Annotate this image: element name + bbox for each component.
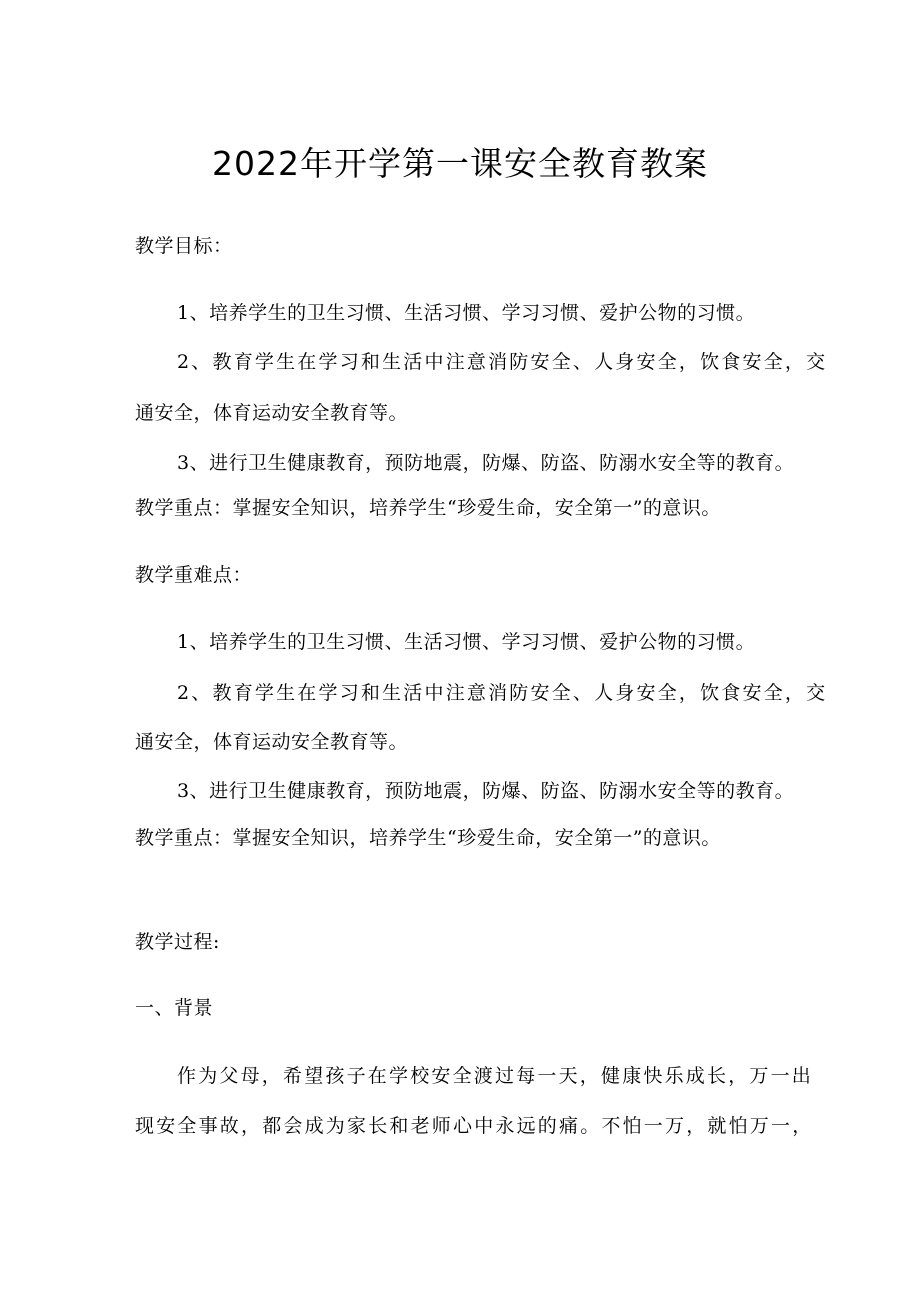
- difficulty-item-3: 3、进行卫生健康教育，预防地震，防爆、防盗、防溺水安全等的教育。: [177, 780, 795, 802]
- difficulty-item-2-line-1: 2、教育学生在学习和生活中注意消防安全、人身安全，饮食安全，交: [177, 682, 828, 704]
- objective-item-1: 1、培养学生的卫生习惯、生活习惯、学习习惯、爱护公物的习惯。: [177, 302, 756, 324]
- section-heading-objectives: 教学目标：: [135, 235, 233, 257]
- section-heading-process: 教学过程:: [135, 931, 220, 953]
- objective-item-2-line-2: 通安全，体育运动安全教育等。: [135, 402, 409, 424]
- teaching-focus-2: 教学重点：掌握安全知识，培养学生“珍爱生命，安全第一”的意识。: [135, 827, 721, 849]
- teaching-focus-1: 教学重点：掌握安全知识，培养学生“珍爱生命，安全第一”的意识。: [135, 497, 721, 519]
- background-paragraph-line-1: 作为父母，希望孩子在学校安全渡过每一天，健康快乐成长，万一出: [177, 1065, 814, 1087]
- document-title: 2022年开学第一课安全教育教案: [212, 144, 708, 183]
- background-paragraph-line-2: 现安全事故，都会成为家长和老师心中永远的痛。不怕一万，就怕万一，: [135, 1115, 814, 1137]
- objective-item-3: 3、进行卫生健康教育，预防地震，防爆、防盗、防溺水安全等的教育。: [177, 452, 795, 474]
- section-heading-key-difficulties: 教学重难点：: [135, 564, 253, 586]
- objective-item-2-line-1: 2、教育学生在学习和生活中注意消防安全、人身安全，饮食安全，交: [177, 351, 828, 373]
- difficulty-item-1: 1、培养学生的卫生习惯、生活习惯、学习习惯、爱护公物的习惯。: [177, 631, 756, 653]
- difficulty-item-2-line-2: 通安全，体育运动安全教育等。: [135, 731, 409, 753]
- subheading-background: 一、背景: [135, 997, 214, 1019]
